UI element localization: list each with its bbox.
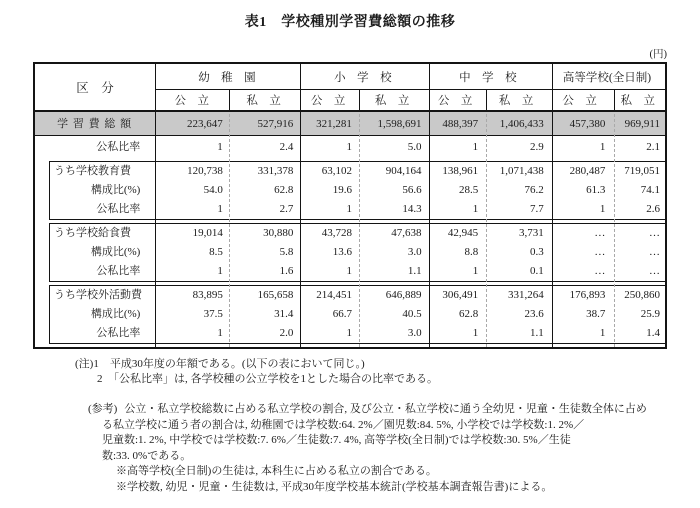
- table-cell: 5.0: [407, 141, 422, 153]
- table-cell: 14.3: [402, 203, 422, 215]
- table-cell: 1: [346, 203, 353, 215]
- table-cell: 31.4: [274, 308, 294, 320]
- table-cell: 54.0: [203, 184, 223, 196]
- table-cell: 1.1: [530, 327, 544, 339]
- unit-label: (円): [649, 49, 667, 60]
- table-cell: …: [649, 227, 661, 239]
- table-cell: 488,397: [442, 118, 479, 130]
- reference-line: る私立学校に通う者の割合は, 幼稚園では学校数:64. 2%／園児数:84. 5%, 小学校では学校数:1. 2%／: [102, 418, 585, 431]
- reference-line: 公立・私立学校総数に占める私立学校の割合, 及び公立・私立学校に通う全幼児・児童・生徒数全体に占め: [124, 403, 647, 415]
- table-cell: 76.2: [524, 184, 544, 196]
- table-cell: 61.3: [586, 184, 606, 196]
- table-cell: 0.1: [530, 265, 544, 277]
- table-cell: 38.7: [586, 308, 606, 320]
- table-row: [35, 112, 665, 136]
- header-subheaders: [155, 90, 665, 110]
- table-cell: 457,380: [569, 118, 606, 130]
- table-cell: …: [649, 246, 660, 258]
- table-cell: 1: [599, 141, 606, 153]
- table-cell: 42,945: [447, 227, 479, 239]
- table-row: [50, 286, 665, 305]
- table-cell: 0.3: [530, 246, 544, 258]
- table-cell: 1: [346, 327, 353, 339]
- table-cell: 1.1: [407, 265, 422, 277]
- table-cell: 646,889: [385, 289, 422, 301]
- reference-subnote: ※高等学校(全日制)の生徒は, 本科生に占める私立の割合である。: [116, 465, 437, 477]
- table-row: [50, 224, 665, 243]
- table-cell: 1.6: [279, 265, 294, 277]
- table-cell: 1: [472, 203, 479, 215]
- table-cell: 331,378: [257, 165, 294, 177]
- row-label: 構成比(%): [90, 184, 141, 196]
- table-cell: 43,728: [321, 227, 352, 239]
- footnote-1: (注)1 平成30年度の年額である。(以下の表において同じ。): [75, 358, 365, 370]
- table-cell: 214,451: [316, 289, 352, 301]
- table-cell: 120,738: [187, 165, 223, 177]
- table-cell: 3.0: [407, 327, 422, 339]
- reference-subnote: ※学校数, 幼児・児童・生徒数は, 平成30年度学校基本統計(学校基本調査報告書)による。: [116, 480, 553, 493]
- table-cell: 62.8: [274, 184, 294, 196]
- table-cell: 25.9: [640, 308, 660, 320]
- row-label: 公私比率: [96, 327, 141, 339]
- table-cell: 1: [472, 265, 479, 277]
- table-cell: 63,102: [321, 165, 352, 177]
- table-cell: 1,406,433: [499, 118, 544, 130]
- table-cell: 1,598,691: [377, 118, 422, 130]
- table-cell: 321,281: [316, 118, 352, 130]
- group-header: 中 学 校: [459, 71, 517, 84]
- group-header: 高等学校(全日制): [562, 71, 652, 84]
- row-label: 構成比(%): [90, 308, 141, 320]
- table-cell: 306,491: [442, 289, 479, 301]
- table-cell: 74.1: [640, 184, 660, 196]
- table-cell: 1: [599, 327, 606, 339]
- table-cell: 66.7: [332, 308, 353, 320]
- table-cell: 138,961: [442, 165, 479, 177]
- subheader-cell: 私 立: [374, 95, 410, 107]
- table-cell: 1: [472, 141, 479, 153]
- expense-table: [33, 62, 667, 349]
- table-cell: 2.1: [646, 141, 660, 153]
- table-cell: 1: [217, 203, 223, 215]
- table-cell: 904,164: [385, 165, 422, 177]
- table-cell: …: [649, 265, 660, 277]
- table-cell: 331,264: [508, 289, 544, 301]
- row-label: 公私比率: [96, 265, 141, 277]
- group-header: 幼 稚 園: [198, 71, 256, 84]
- table-row: [50, 262, 665, 281]
- table-row: [50, 181, 665, 200]
- subheader-cell: 私 立: [246, 95, 281, 107]
- table-cell: 8.8: [464, 246, 479, 258]
- table-cell: 8.5: [209, 246, 223, 258]
- table-cell: 280,487: [569, 165, 606, 177]
- table-cell: …: [594, 265, 606, 277]
- table-cell: 2.0: [279, 327, 294, 339]
- table-cell: 19,014: [192, 227, 223, 239]
- table-cell: 13.6: [332, 246, 353, 258]
- subheader-cell: 公 立: [437, 95, 473, 107]
- table-cell: 1: [346, 141, 352, 153]
- table-cell: 62.8: [458, 308, 479, 320]
- table-cell: 1: [599, 203, 606, 215]
- row-label: 公私比率: [96, 141, 141, 153]
- expense-block: [49, 223, 665, 282]
- subheader-cell: 公 立: [174, 95, 209, 107]
- subheader-cell: 私 立: [498, 95, 534, 107]
- table-row: [50, 243, 665, 262]
- table-cell: 7.7: [530, 203, 544, 215]
- reference-label: (参考): [88, 403, 118, 415]
- table-cell: 1: [472, 327, 479, 339]
- table-cell: 3.0: [407, 246, 422, 258]
- table-cell: 223,647: [186, 118, 223, 130]
- subheader-cell: 公 立: [562, 95, 597, 107]
- table-cell: 3,731: [519, 227, 544, 239]
- table-cell: 527,916: [257, 118, 294, 130]
- table-row: [50, 200, 665, 219]
- row-label: 学 習 費 総 額: [57, 118, 133, 130]
- table-row: [35, 136, 665, 158]
- table-cell: 19.6: [332, 184, 353, 196]
- table-cell: 28.5: [458, 184, 479, 196]
- row-label: うち学校外活動費: [54, 289, 142, 301]
- group-header: 小 学 校: [334, 71, 392, 84]
- table-row: [50, 305, 665, 324]
- table-body: [35, 112, 665, 344]
- row-label: 公私比率: [96, 203, 141, 215]
- table-cell: 56.6: [402, 184, 422, 196]
- header-corner: 区 分: [76, 81, 114, 95]
- table-row: [50, 162, 665, 181]
- footnote-2: 2 「公私比率」は, 各学校種の公立学校を1とした場合の比率である。: [97, 373, 438, 385]
- table-cell: …: [594, 246, 606, 258]
- row-label: 構成比(%): [90, 246, 141, 258]
- table-cell: 2.7: [279, 203, 294, 215]
- subheader-cell: 公 立: [310, 95, 346, 107]
- table-cell: 250,860: [624, 289, 661, 301]
- expense-block: [49, 161, 665, 220]
- reference-block: [88, 402, 700, 495]
- table-cell: 2.6: [646, 203, 660, 215]
- table-cell: 1: [217, 265, 223, 277]
- table-cell: 2.9: [529, 141, 544, 153]
- reference-line: 数:33. 0%である。: [102, 449, 192, 462]
- table-cell: 30,880: [263, 227, 294, 239]
- table-cell: 2.4: [279, 141, 294, 153]
- row-label: うち学校給食費: [54, 227, 131, 239]
- table-cell: 1: [346, 265, 353, 277]
- table-cell: 1: [217, 141, 223, 153]
- expense-block: [49, 285, 665, 344]
- table-cell: 1.4: [646, 327, 660, 339]
- table-cell: 1: [217, 327, 223, 339]
- table-header: [35, 64, 665, 112]
- footnotes: [75, 357, 700, 387]
- table-cell: 165,658: [257, 289, 294, 301]
- table-cell: 5.8: [279, 246, 294, 258]
- header-groups: [155, 64, 665, 90]
- table-cell: 23.6: [524, 308, 544, 320]
- table-cell: 719,051: [624, 165, 661, 177]
- table-row: [50, 324, 665, 343]
- table-cell: 37.5: [203, 308, 223, 320]
- page-title: 表1 学校種別学習費総額の推移: [244, 15, 456, 30]
- table-cell: 47,638: [391, 227, 422, 239]
- table-cell: 176,893: [569, 289, 606, 301]
- reference-line: 児童数:1. 2%, 中学校では学校数:7. 6%／生徒数:7. 4%, 高等学校(全日制)では学校数:30. 5%／生徒: [102, 434, 571, 446]
- table-cell: 1,071,438: [499, 165, 544, 177]
- table-cell: 83,895: [192, 289, 223, 301]
- table-cell: 969,911: [624, 118, 660, 130]
- row-label: うち学校教育費: [54, 165, 131, 177]
- table-cell: 40.5: [402, 308, 422, 320]
- table-cell: …: [594, 227, 606, 239]
- subheader-cell: 私 立: [620, 95, 655, 107]
